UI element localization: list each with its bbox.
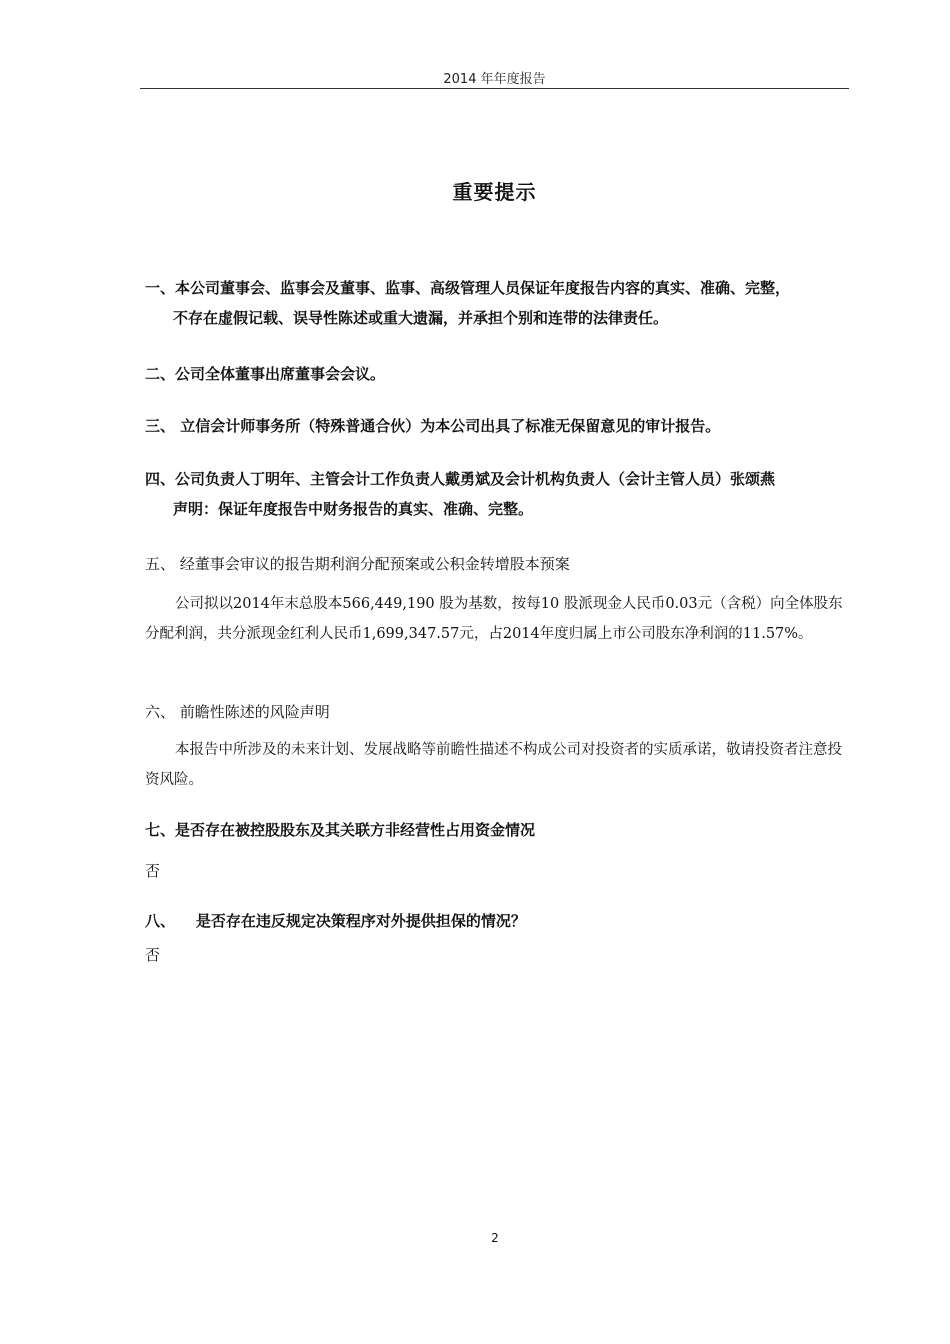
item-8-text: 是否存在违反规定决策程序对外提供担保的情况？ — [175, 912, 526, 930]
item-4-line2: 声明：保证年度报告中财务报告的真实、准确、完整。 — [173, 500, 534, 518]
item-2 — [145, 359, 855, 389]
paragraph-profit-distribution: 公司拟以2014年末总股本566,449,190 股为基数，按每10 股派现金人民币0.03元（含税）向全体股东分配利润，共分派现金红利人民币1,699,347.57元，占2014年度归属上市公司股东净利润的11.57%。 — [145, 596, 843, 642]
item-5-number: 五、 — [145, 555, 176, 573]
page-title: 重要提示 — [452, 180, 537, 204]
item-6-text: 前瞻性陈述的风险声明 — [175, 703, 330, 721]
item-1-line2: 不存在虚假记载、误导性陈述或重大遗漏，并承担个别和连带的法律责任。 — [173, 309, 669, 327]
item-1-number: 一、 — [145, 279, 176, 297]
item-5-text: 经董事会审议的报告期利润分配预案或公积金转增股本预案 — [175, 555, 570, 573]
item-3 — [145, 411, 855, 441]
item-7 — [145, 815, 855, 845]
paragraph-risk-statement: 本报告中所涉及的未来计划、发展战略等前瞻性描述不构成公司对投资者的实质承诺，敬请投资者注意投资风险。 — [145, 742, 842, 788]
item-2-number: 二、 — [145, 365, 176, 383]
item-1 — [145, 273, 855, 333]
item-4 — [145, 464, 855, 524]
item-6-number: 六、 — [145, 703, 176, 721]
item-7-number: 七、 — [145, 821, 176, 839]
page-header: 2014 年年度报告 — [443, 72, 546, 87]
item-1-line1: 本公司董事会、监事会及董事、监事、高级管理人员保证年度报告内容的真实、准确、完整， — [175, 279, 791, 297]
header-divider — [140, 88, 849, 89]
item-5 — [145, 549, 855, 579]
item-8-number: 八、 — [145, 912, 176, 930]
item-3-number: 三、 — [145, 417, 176, 435]
page-number: 2 — [491, 1231, 499, 1245]
item-2-text: 公司全体董事出席董事会会议。 — [175, 365, 386, 383]
item-3-text: 立信会计师事务所（特殊普通合伙）为本公司出具了标准无保留意见的审计报告。 — [175, 417, 721, 435]
item-6 — [145, 697, 855, 727]
item-7-text: 是否存在被控股股东及其关联方非经营性占用资金情况 — [175, 821, 536, 839]
item-4-line1: 公司负责人丁明年、主管会计工作负责人戴勇斌及会计机构负责人（会计主管人员）张颂燕 — [175, 470, 776, 488]
item-7-answer: 否 — [145, 862, 161, 880]
item-4-number: 四、 — [145, 470, 176, 488]
item-8-answer: 否 — [145, 946, 161, 964]
item-8 — [145, 906, 855, 936]
